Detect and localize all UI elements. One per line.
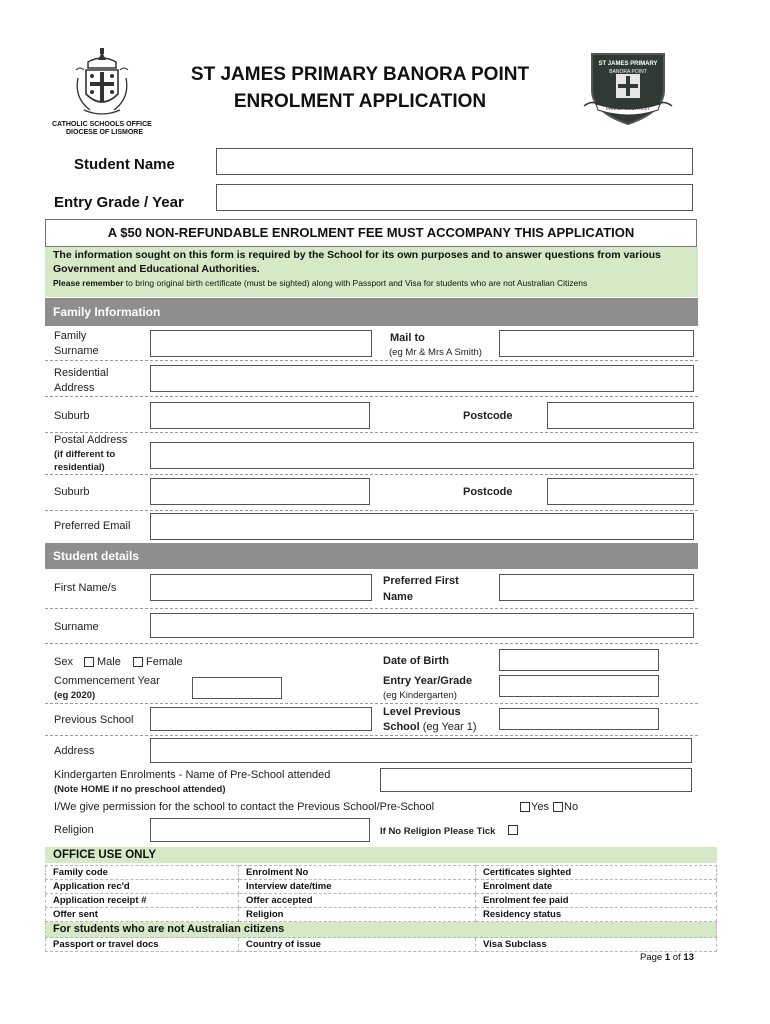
office-use-table <box>45 865 717 952</box>
previous-school-label: Previous School <box>54 714 134 726</box>
level-example: (eg Year 1) <box>419 721 477 733</box>
residential-label-2: Address <box>54 382 95 394</box>
divider <box>45 735 698 736</box>
student-name-input[interactable] <box>216 148 693 175</box>
entry-grade-label: Entry Grade / Year <box>54 194 184 211</box>
divider <box>45 608 698 609</box>
surname-input[interactable] <box>150 613 694 638</box>
postal-suburb-label: Suburb <box>54 486 90 498</box>
residential-address-input[interactable] <box>150 365 694 392</box>
family-surname-input[interactable] <box>150 330 372 357</box>
yes-option[interactable] <box>520 800 549 815</box>
office-cell: Offer sent <box>46 908 239 922</box>
postal-address-label: Postal Address <box>54 434 128 446</box>
no-religion-checkbox[interactable] <box>508 825 518 835</box>
female-checkbox[interactable] <box>133 657 143 667</box>
kinder-note: (Note HOME if no preschool attended) <box>54 784 226 795</box>
postcode-input[interactable] <box>547 402 694 429</box>
divider <box>45 396 698 397</box>
page-subtitle: ENROLMENT APPLICATION <box>233 91 487 112</box>
previous-school-input[interactable] <box>150 707 372 731</box>
permission-text: I/We give permission for the school to contact the Previous School/Pre-School <box>54 801 435 813</box>
non-citizens-header: For students who are not Australian citizens <box>46 922 717 938</box>
divider <box>45 360 698 361</box>
first-name-label: First Name/s <box>54 582 117 594</box>
address-input[interactable] <box>150 738 692 763</box>
remember-note <box>53 276 690 290</box>
level-previous-label-1: Level Previous <box>383 706 461 718</box>
mail-to-example: (eg Mr & Mrs A Smith) <box>389 347 482 358</box>
level-previous-input[interactable] <box>499 708 659 730</box>
commencement-input[interactable] <box>192 677 282 699</box>
male-option[interactable] <box>84 655 121 670</box>
postal-postcode-input[interactable] <box>547 478 694 505</box>
fee-notice: A $50 NON-REFUNDABLE ENROLMENT FEE MUST ACCOMPANY THIS APPLICATION <box>45 219 697 247</box>
postal-postcode-label: Postcode <box>463 486 513 498</box>
page-title: ST JAMES PRIMARY BANORA POINT <box>190 64 530 85</box>
postal-note-1: (if different to <box>54 449 116 460</box>
student-name-label: Student Name <box>74 156 175 173</box>
yes-checkbox[interactable] <box>520 802 530 812</box>
commencement-label: Commencement Year <box>54 675 160 687</box>
preferred-name-label-1: Preferred First <box>383 575 459 587</box>
office-cell: Passport or travel docs <box>46 938 239 952</box>
preferred-name-input[interactable] <box>499 574 694 601</box>
yes-label: Yes <box>531 801 549 813</box>
student-section-header: Student details <box>45 543 698 569</box>
family-surname-label-2: Surname <box>54 345 99 357</box>
religion-input[interactable] <box>150 818 370 842</box>
office-cell: Religion <box>239 908 476 922</box>
no-label: No <box>564 801 579 813</box>
female-option[interactable] <box>133 655 183 670</box>
kinder-label: Kindergarten Enrolments - Name of Pre-School attended <box>54 769 331 781</box>
suburb-label: Suburb <box>54 410 90 422</box>
office-cell: Enrolment fee paid <box>476 894 717 908</box>
office-cell: Enrolment No <box>239 866 476 880</box>
divider <box>45 474 698 475</box>
female-label: Female <box>146 656 183 668</box>
office-cell: Residency status <box>476 908 717 922</box>
divider <box>45 643 698 644</box>
table-row <box>46 880 717 894</box>
table-row <box>46 922 717 938</box>
office-cell: Country of issue <box>239 938 476 952</box>
residential-label-1: Residential <box>54 367 109 379</box>
remember-rest: to bring original birth certificate (must be sighted) along with Passport and Visa for students who are not Australian Citizens <box>123 278 588 288</box>
surname-label: Surname <box>54 621 99 633</box>
office-cell: Family code <box>46 866 239 880</box>
no-option[interactable] <box>553 800 578 815</box>
office-cell: Enrolment date <box>476 880 717 894</box>
dob-label: Date of Birth <box>383 655 449 667</box>
postal-address-input[interactable] <box>150 442 694 469</box>
office-line1: CATHOLIC SCHOOLS OFFICE <box>52 121 152 128</box>
male-checkbox[interactable] <box>84 657 94 667</box>
postcode-label: Postcode <box>463 410 513 422</box>
email-label: Preferred Email <box>54 520 131 532</box>
page-total: 13 <box>683 952 694 963</box>
page-current: 1 <box>664 952 671 963</box>
sex-label: Sex <box>54 656 73 668</box>
page-of: of <box>670 952 684 963</box>
email-input[interactable] <box>150 513 694 540</box>
office-cell: Certificates sighted <box>476 866 717 880</box>
no-religion-label: If No Religion Please Tick <box>380 826 496 837</box>
office-cell: Application receipt # <box>46 894 239 908</box>
first-name-input[interactable] <box>150 574 372 601</box>
entry-grade-input[interactable] <box>216 184 693 211</box>
divider <box>45 432 698 433</box>
divider <box>45 703 698 704</box>
page-word: Page <box>640 952 665 963</box>
office-cell: Interview date/time <box>239 880 476 894</box>
postal-note-2: residential) <box>54 462 105 473</box>
no-checkbox[interactable] <box>553 802 563 812</box>
mail-to-input[interactable] <box>499 330 694 357</box>
table-row <box>46 938 717 952</box>
crest-name-line2: BANORA POINT <box>609 69 647 75</box>
divider <box>45 510 698 511</box>
office-use-header: OFFICE USE ONLY <box>45 847 717 863</box>
entry-year-example: (eg Kindergarten) <box>383 690 457 701</box>
dob-input[interactable] <box>499 649 659 671</box>
commencement-example: (eg 2020) <box>54 690 96 701</box>
remember-bold: Please remember <box>53 278 124 288</box>
table-row <box>46 894 717 908</box>
crest-motto: FAMILY IN CHRIST <box>606 106 650 112</box>
office-cell: Application rec'd <box>46 880 239 894</box>
address-label: Address <box>54 745 95 757</box>
family-surname-label-1: Family <box>54 330 87 342</box>
info-text: The information sought on this form is required by the School for its own purposes and to answer questions from various Government and Educational Authorities. <box>53 249 661 275</box>
religion-label: Religion <box>54 824 94 836</box>
office-line2: DIOCESE OF LISMORE <box>66 129 144 136</box>
kinder-input[interactable] <box>380 768 692 792</box>
postal-suburb-input[interactable] <box>150 478 370 505</box>
male-label: Male <box>97 656 121 668</box>
family-section-header: Family Information <box>45 298 698 326</box>
entry-year-label: Entry Year/Grade <box>383 675 473 687</box>
page-number <box>640 952 694 963</box>
suburb-input[interactable] <box>150 402 370 429</box>
info-block <box>45 247 698 297</box>
table-row <box>46 866 717 880</box>
diocese-crest-logo <box>70 48 134 120</box>
crest-name-line1: ST JAMES PRIMARY <box>598 61 658 67</box>
office-cell: Visa Subclass <box>476 938 717 952</box>
office-cell: Offer accepted <box>239 894 476 908</box>
entry-year-input[interactable] <box>499 675 659 697</box>
level-previous-label-2 <box>383 720 477 735</box>
table-row <box>46 908 717 922</box>
level-school-word: School <box>383 721 420 733</box>
preferred-name-label-2: Name <box>383 591 413 603</box>
mail-to-label: Mail to <box>390 332 425 344</box>
